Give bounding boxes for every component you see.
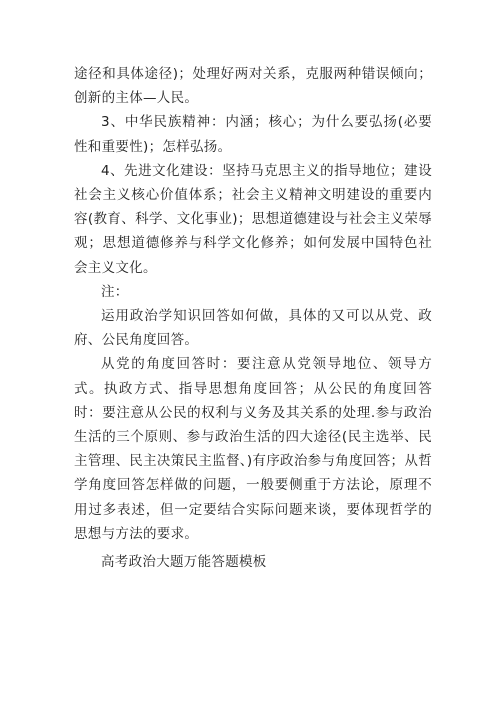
paragraph-creation-continuation: 途径和具体途径)；处理好两对关系，克服两种错误倾向；创新的主体—人民。 (74, 66, 432, 107)
paragraph-template-title: 高考政治大题万能答题模板 (101, 554, 267, 571)
paragraph-answer-perspectives: 从党的角度回答时：要注意从党领导地位、领导方式。执政方式、指导思想角度回答；从公民的角度回答时：要注意从公民的权利与义务及其关系的处理.参与政治生活的三个原则、参与政治生活的四大途径(民主选举、民主管理、民主决策民主监督、)有序政治参与角度回答；从哲学角度回答怎样做的问题，一般要侧重于方法论，原理不用过多表述，但一定要结合实际问题来谈，要体现哲学的思想与方法的要求。 (74, 356, 432, 542)
document-body (74, 62, 432, 574)
paragraph-how-to-answer: 运用政治学知识回答如何做，具体的又可以从党、政府、公民角度回答。 (74, 308, 432, 349)
paragraph-national-spirit: 3、中华民族精神：内涵；核心；为什么要弘扬(必要性和重要性)；怎样弘扬。 (74, 114, 432, 155)
paragraph-advanced-culture: 4、先进文化建设：坚持马克思主义的指导地位；建设社会主义核心价值体系；社会主义精神文明建设的重要内容(教育、科学、文化事业)；思想道德建设与社会主义荣辱观；思想道德修养与科学文化修养；如何发展中国特色社会主义文化。 (74, 162, 432, 276)
paragraph-note-label: 注： (101, 283, 129, 300)
